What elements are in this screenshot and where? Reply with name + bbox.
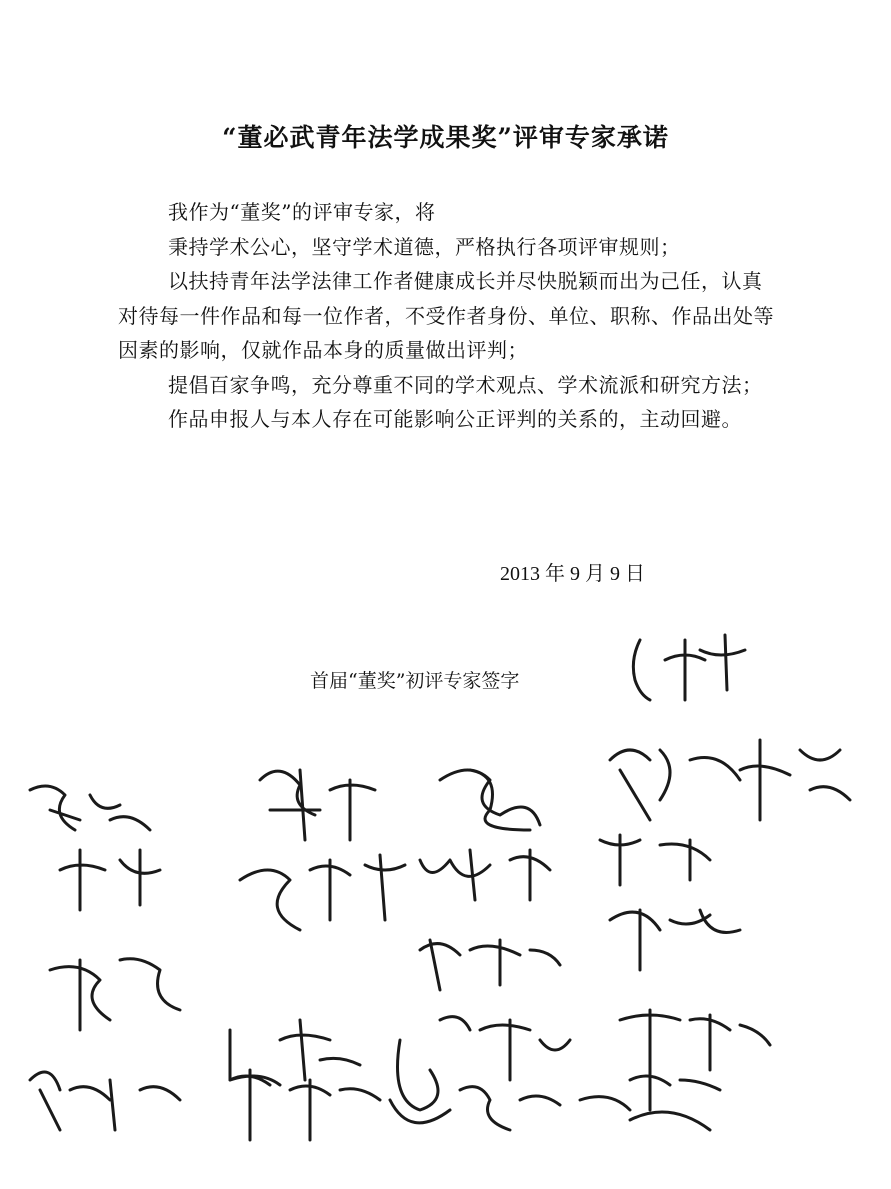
pledge-paragraph-3: 以扶持青年法学法律工作者健康成长并尽快脱颖而出为己任，认真对待每一件作品和每一位作者，不受作者身份、单位、职称、作品出处等因素的影响，仅就作品本身的质量做出评判； xyxy=(118,269,774,362)
pledge-paragraph-4: 提倡百家争鸣，充分尊重不同的学术观点、学术流派和研究方法； xyxy=(168,372,763,397)
signature-caption: 首届“董奖”初评专家签字 xyxy=(310,670,520,692)
pledge-paragraph-5: 作品申报人与本人存在可能影响公正评判的关系的，主动回避。 xyxy=(168,407,742,431)
pledge-date: 2013 年 9 月 9 日 xyxy=(500,563,645,585)
pledge-paragraph-1: 我作为“董奖”的评审专家，将 xyxy=(168,200,436,224)
handwritten-signatures xyxy=(0,620,891,1160)
pledge-paragraph-2: 秉持学术公心，坚守学术道德，严格执行各项评审规则； xyxy=(168,234,681,259)
document-title: “董必武青年法学成果奖”评审专家承诺 xyxy=(222,123,669,152)
pledge-body xyxy=(118,195,778,437)
